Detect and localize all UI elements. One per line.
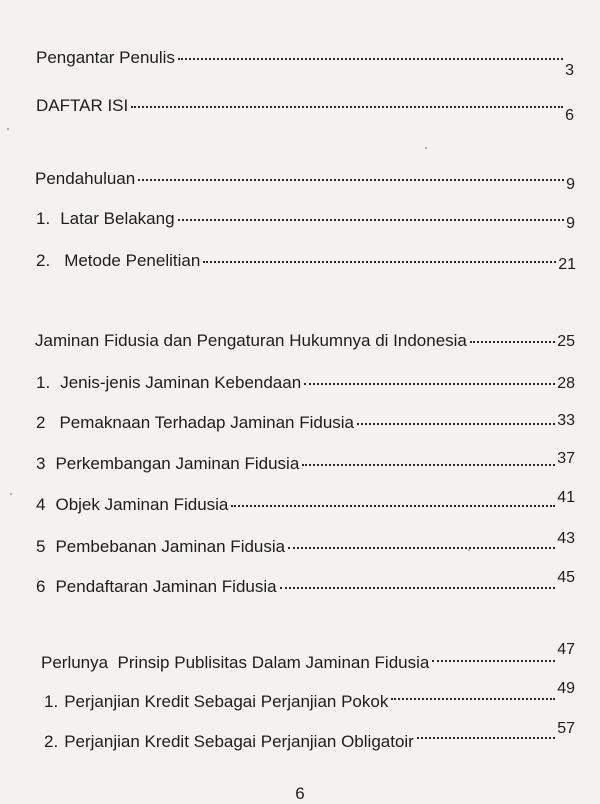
toc-entry-title: Perkembangan Jaminan Fidusia (55, 454, 300, 473)
toc-entry-page: 41 (557, 489, 575, 506)
toc-leader-dots (178, 58, 563, 60)
toc-entry-number: 1. (36, 209, 51, 228)
toc-entry-metode-penelitian (36, 250, 576, 273)
toc-entry-page: 49 (557, 680, 575, 697)
toc-entry-page: 28 (557, 375, 575, 392)
toc-entry-title: Perjanjian Kredit Sebagai Perjanjian Pokok (64, 692, 389, 711)
toc-entry-page: 21 (558, 256, 576, 273)
toc-entry-page: 45 (557, 569, 575, 586)
toc-entry-title: Perlunya Prinsip Publisitas Dalam Jaminan Fidusia (41, 653, 430, 672)
toc-entry-page: 6 (565, 107, 574, 124)
toc-entry-page: 9 (566, 215, 575, 232)
toc-entry-objek (36, 489, 575, 517)
toc-entry-page: 3 (565, 62, 574, 79)
toc-entry-page: 9 (566, 176, 575, 193)
toc-leader-dots (302, 464, 555, 466)
toc-entry-title: Jaminan Fidusia dan Pengaturan Hukumnya di Indonesia (35, 331, 467, 350)
toc-entry-pengantar-penulis (36, 47, 574, 79)
toc-entry-jenis-jenis-jaminan (36, 372, 575, 395)
toc-entry-title: Pendahuluan (35, 169, 136, 188)
toc-chapter-pendahuluan (35, 168, 575, 191)
toc-leader-dots (391, 698, 555, 700)
toc-entry-number: 1. (44, 692, 59, 711)
toc-leader-dots (470, 341, 555, 343)
toc-leader-dots (131, 106, 563, 108)
toc-entry-daftar-isi (36, 95, 574, 124)
toc-leader-dots (203, 261, 556, 263)
toc-entry-page: 47 (557, 641, 575, 658)
toc-entry-title: Perjanjian Kredit Sebagai Perjanjian Obligatoir (64, 732, 414, 751)
toc-entry-number: 5 (36, 537, 46, 556)
toc-entry-title: DAFTAR ISI (36, 96, 129, 115)
toc-entry-pendaftaran (36, 569, 575, 599)
toc-leader-dots (432, 660, 555, 662)
toc-entry-page: 57 (557, 720, 575, 737)
toc-leader-dots (138, 179, 564, 181)
toc-entry-number: 2 (36, 413, 46, 432)
toc-leader-dots (304, 383, 555, 385)
toc-entry-number: 3 (36, 454, 46, 473)
toc-entry-page: 25 (557, 333, 575, 350)
toc-entry-title: Pemaknaan Terhadap Jaminan Fidusia (59, 413, 355, 432)
toc-chapter-prinsip-publisitas (41, 641, 575, 675)
toc-leader-dots (417, 737, 555, 739)
toc-entry-perkembangan (36, 450, 575, 476)
toc-entry-title: Pengantar Penulis (36, 48, 175, 67)
toc-entry-number: 6 (36, 577, 46, 596)
scan-speck (10, 493, 12, 495)
toc-entry-number: 2. (44, 732, 59, 751)
scan-speck (468, 549, 470, 551)
toc-entry-title: Pendaftaran Jaminan Fidusia (55, 577, 277, 596)
page-number: 6 (295, 784, 305, 803)
toc-entry-perjanjian-obligatoir (44, 720, 575, 754)
toc-leader-dots (280, 587, 556, 589)
toc-entry-page: 37 (557, 450, 575, 467)
toc-entry-title: Metode Penelitian (64, 251, 201, 270)
toc-entry-pembebanan (36, 530, 575, 559)
toc-leader-dots (231, 505, 555, 507)
toc-entry-title: Jenis-jenis Jaminan Kebendaan (60, 373, 302, 392)
toc-entry-page: 33 (557, 412, 575, 429)
scan-speck (425, 147, 427, 149)
toc-entry-number: 1. (36, 373, 51, 392)
toc-chapter-jaminan-fidusia (35, 330, 575, 353)
toc-entry-page: 43 (557, 530, 575, 547)
toc-leader-dots (178, 219, 565, 221)
toc-entry-number: 2. (36, 251, 51, 270)
toc-leader-dots (288, 547, 555, 549)
toc-entry-title: Latar Belakang (60, 209, 175, 228)
scan-speck (7, 128, 9, 130)
toc-leader-dots (357, 423, 555, 425)
toc-entry-title: Objek Jaminan Fidusia (55, 495, 229, 514)
toc-entry-perjanjian-pokok (44, 680, 575, 714)
toc-entry-number: 4 (36, 495, 46, 514)
toc-entry-title: Pembebanan Jaminan Fidusia (55, 537, 286, 556)
toc-entry-latar-belakang (36, 208, 575, 231)
toc-entry-pemaknaan (36, 412, 575, 435)
